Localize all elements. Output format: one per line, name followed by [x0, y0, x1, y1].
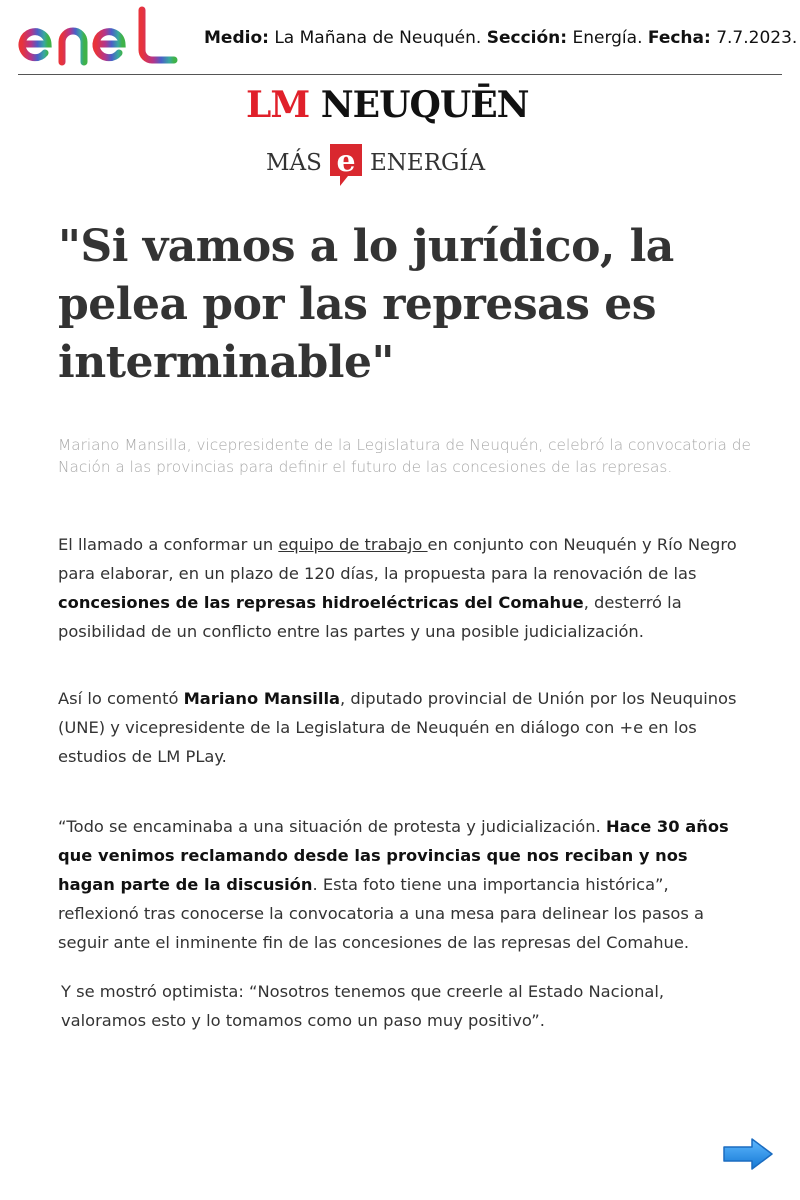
fecha-value: 7.7.2023. — [716, 28, 798, 48]
text-segment: , desterró la posibilidad de un conflicto entre las partes y una posible judicialización. — [58, 593, 682, 641]
document-metadata — [204, 28, 797, 48]
bold-segment: Mariano Mansilla — [183, 689, 341, 708]
brand-mas: MÁS — [266, 150, 322, 176]
document-header — [18, 6, 798, 74]
e-badge-icon — [326, 140, 366, 188]
fecha-label: Fecha: — [647, 28, 711, 48]
brand-neuquen: NEUQUĒN — [320, 84, 529, 126]
text-segment: “Todo se encaminaba a una situación de protesta y judicialización. — [58, 817, 606, 836]
medio-value: La Mañana de Neuquén. — [274, 28, 482, 48]
article-paragraph-1 — [58, 530, 738, 646]
bold-segment: concesiones de las represas hidroeléctricas del Comahue — [58, 593, 584, 612]
right-arrow-icon[interactable] — [722, 1137, 774, 1171]
header-divider — [18, 74, 782, 75]
text-segment: . Esta foto tiene una importancia histórica”, reflexionó tras conocerse la convocatoria a una mesa para delinear los pasos a seguir ante el inminente fin de las concesiones de las represas del Comahue. — [58, 875, 705, 952]
text-segment: en conjunto con Neuquén y Río Negro para elaborar, en un plazo de 120 días, la propuesta para la renovación de las — [58, 535, 737, 583]
brand-lm: LM — [246, 84, 310, 126]
equipo-de-trabajo-link[interactable]: equipo de trabajo — [278, 535, 428, 554]
text-segment: , diputado provincial de Unión por los Neuquinos (UNE) y vicepresidente de la Legislatura de Neuquén en diálogo con +e en los estudios de LM PLay. — [58, 689, 737, 766]
seccion-label: Sección: — [486, 28, 568, 48]
medio-label: Medio: — [204, 28, 269, 48]
bold-segment: Hace 30 años que venimos reclamando desde las provincias que nos reciban y nos hagan parte de la discusión — [58, 817, 729, 894]
article-headline: "Si vamos a lo jurídico, la pelea por las represas es interminable" — [58, 221, 674, 388]
seccion-value: Energía. — [572, 28, 643, 48]
article-lead: Mariano Mansilla, vicepresidente de la Legislatura de Neuquén, celebró la convocatoria de Nación a las provincias para definir el futuro de las concesiones de las represas. — [58, 436, 751, 476]
enel-logo — [18, 6, 180, 68]
article-paragraph-4: Y se mostró optimista: “Nosotros tenemos que creerle al Estado Nacional, valoramos esto y lo tomamos como un paso muy positivo”. — [61, 982, 665, 1030]
text-segment: El llamado a conformar un — [58, 535, 279, 554]
brand-energia: ENERGÍA — [370, 150, 486, 176]
badge-letter: e — [336, 144, 356, 179]
article-paragraph-2 — [58, 684, 738, 771]
article-paragraph-3 — [58, 812, 738, 957]
lm-neuquen-masthead — [246, 84, 529, 126]
text-segment: Así lo comentó — [58, 689, 184, 708]
